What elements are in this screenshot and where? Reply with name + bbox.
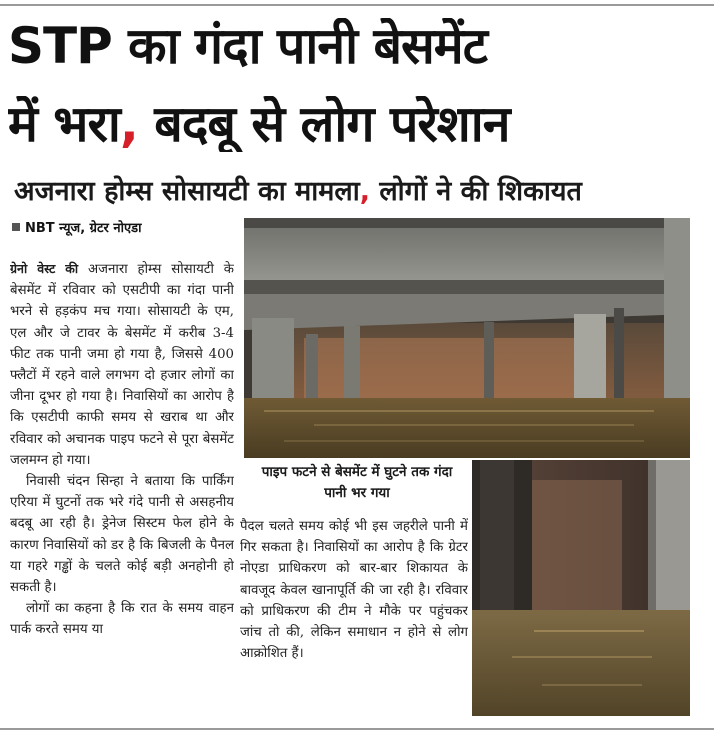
article-paragraph-2: निवासी चंदन सिन्हा ने बताया कि पार्किंग एरिया में घुटनों तक भरे गंदे पानी से असहनीय बदबू आ रही है। ड्रेनेज सिस्टम फेल होने के कारण निवासियों को डर है कि बिजली के पैनल या गहरे गड्ढों के चलते कोई बड़ी अनहोनी हो सकती है। [10, 474, 234, 596]
byline-text: NBT न्यूज, ग्रेटर नोएडा [25, 221, 142, 236]
basement-flood-photo [244, 218, 690, 458]
article-paragraph-3: लोगों का कहना है कि रात के समय वाहन पार्क करते समय या [10, 601, 234, 638]
subheadline [14, 174, 704, 210]
headline-red-comma: , [119, 96, 138, 152]
article-paragraph-1 [10, 258, 234, 471]
subheadline-red-comma: , [359, 176, 370, 207]
subheadline-start: अजनारा होम्स सोसायटी का मामला [14, 176, 360, 207]
article-paragraph-4: पैदल चलते समय कोई भी इस जहरीले पानी में गिर सकता है। निवासियों का आरोप है कि ग्रेटर नोएडा प्राधिकरण को बार-बार शिकायत के बावजूद केवल खानापूर्ति की जा रही है। रविवार को प्राधिकरण की टीम ने मौके पर पहुंचकर जांच तो की, लेकिन समाधान न होने से लोग आक्रोशित हैं। [240, 519, 468, 662]
article-column-2 [240, 516, 468, 720]
headline-line-2 [8, 96, 708, 152]
headline-line-1-text: STP का गंदा पानी बेसमेंट [8, 18, 487, 74]
flooded-parking-illustration [472, 460, 690, 716]
byline-square-icon [12, 223, 20, 231]
subheadline-end: लोगों ने की शिकायत [369, 176, 582, 207]
byline [12, 218, 232, 240]
headline-line-1 [8, 18, 708, 74]
top-rule [0, 4, 714, 6]
photo-caption: पाइप फटने से बेसमेंट में घुटने तक गंदा पानी भर गया [261, 464, 453, 501]
article-column-1 [10, 258, 234, 724]
headline-line-2-start: में भरा [8, 96, 120, 152]
basement-flood-illustration [244, 218, 690, 458]
headline-line-2-end: बदबू से लोग परेशान [137, 96, 510, 152]
article-paragraph-1-text: अजनारा होम्स सोसायटी के बेसमेंट में रविवार को एसटीपी का गंदा पानी भरने से हड़कंप मच गया। सोसायटी के एम, एल और जे टावर के बेसमेंट में करीब 3-4 फीट तक पानी जमा हो गया है, जिससे 400 फ्लैटों में रहने वाले लगभग दो हजार लोगों का जीना दूभर हो गया है। निवासियों का आरोप है कि एसटीपी काफी समय से खराब था और रविवार को अचानक पाइप फटने से पूरा बेसमेंट जलमग्न हो गया। [10, 262, 234, 468]
flooded-parking-photo [472, 460, 690, 716]
bottom-rule [0, 728, 714, 730]
article-lead: ग्रेनो वेस्ट की [10, 261, 79, 276]
